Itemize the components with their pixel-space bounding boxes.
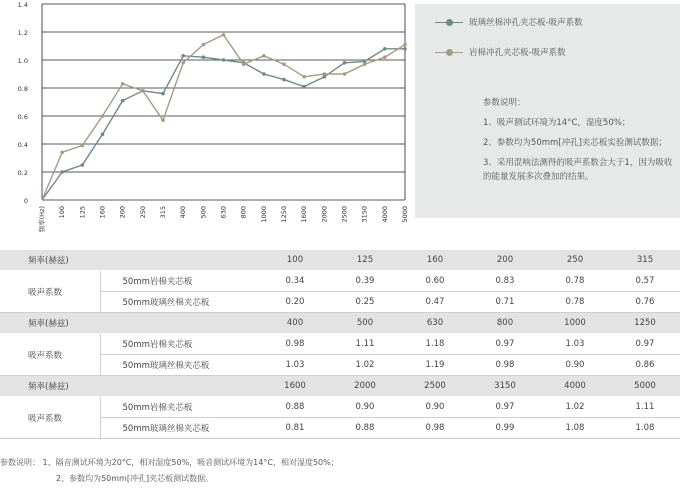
value-cell: 0.97 [610,334,680,355]
data-point-1 [121,82,125,86]
data-point-1 [81,144,85,148]
material-label: 50mm玻璃丝棉夹芯板 [100,355,260,376]
freq-cell: 160 [400,250,470,271]
data-point-1 [101,114,105,118]
value-cell: 1.08 [540,418,610,439]
legend-item-glass [435,16,583,28]
freq-header-label: 频率(赫兹) [0,376,100,397]
x-tick-label: 125 [78,206,87,219]
legend-panel [415,4,680,218]
y-tick-label: 1.0 [17,57,28,65]
value-cell: 0.83 [470,271,540,292]
table-header-row [0,250,680,271]
value-cell: 1.18 [400,334,470,355]
freq-header-label: 频率(赫兹) [0,313,100,334]
value-cell: 0.90 [400,397,470,418]
data-point-0 [60,170,64,174]
freq-cell: 500 [330,313,400,334]
value-cell: 1.02 [330,355,400,376]
absorption-chart [0,0,412,232]
freq-cell: 315 [610,250,680,271]
freq-cell: 3150 [470,376,540,397]
freq-cell: 1000 [540,313,610,334]
value-cell: 0.98 [260,334,330,355]
x-tick-label: 500 [199,206,208,219]
freq-cell: 125 [330,250,400,271]
freq-cell: 2000 [330,376,400,397]
notes-title: 参数说明： [483,98,526,108]
data-point-0 [121,99,125,103]
data-point-1 [363,62,367,66]
data-point-1 [161,118,165,122]
note-1: 1、吸声测试环境为14°C，湿度50%； [483,118,631,128]
x-tick-label: 1600 [300,206,309,223]
value-cell: 0.81 [260,418,330,439]
data-point-1 [323,72,327,76]
y-tick-label: 0.2 [17,169,28,177]
value-cell: 0.78 [540,271,610,292]
table-row [0,334,680,355]
x-tick-label: 2500 [340,206,349,223]
x-axis-label: 频率(Hz) [38,206,46,232]
data-point-1 [282,62,286,66]
data-point-0 [383,47,387,51]
data-point-0 [282,78,286,82]
value-cell: 1.03 [540,334,610,355]
value-cell: 0.39 [330,271,400,292]
value-cell: 0.90 [540,355,610,376]
x-tick-label: 1250 [280,206,288,223]
data-point-1 [202,43,206,47]
table-header-row [0,313,680,334]
y-tick-label: 1.2 [17,29,28,37]
legend-item-rock [435,46,566,58]
freq-cell: 100 [260,250,330,271]
row-label: 吸声系数 [0,334,100,376]
y-tick-label: 0.6 [17,113,28,121]
value-cell: 0.71 [470,292,540,313]
legend-label-glass: 玻璃丝棉冲孔夹芯板-吸声系数 [469,18,583,28]
data-point-0 [202,55,206,59]
data-point-1 [383,55,387,59]
data-point-0 [302,85,306,89]
x-tick-label: 4000 [380,206,389,223]
freq-cell: 250 [540,250,610,271]
parameter-notes [483,96,678,190]
freq-cell: 1250 [610,313,680,334]
data-point-0 [343,61,347,65]
y-tick-label: 1.4 [17,1,28,9]
data-point-0 [222,58,226,62]
value-cell: 0.99 [470,418,540,439]
x-tick-label: 3150 [360,206,369,223]
x-tick-label: 200 [118,206,127,219]
x-tick-label: 800 [239,206,248,219]
value-cell: 0.76 [610,292,680,313]
material-label: 50mm岩棉夹芯板 [100,334,260,355]
value-cell: 0.57 [610,271,680,292]
x-tick-label: 5000 [401,206,409,223]
value-cell: 1.08 [610,418,680,439]
table-row [0,271,680,292]
value-cell: 0.47 [400,292,470,313]
freq-cell: 1600 [260,376,330,397]
footer-line-1: 参数说明： 1、隔音测试环境为20°C，相对湿度50%，吸音测试环境为14°C，相对湿度50%； [0,458,339,467]
data-point-1 [60,151,64,155]
data-point-0 [161,92,165,96]
value-cell: 0.90 [330,397,400,418]
data-point-1 [302,75,306,79]
x-tick-label: 1000 [259,206,268,223]
row-label: 吸声系数 [0,271,100,313]
value-cell: 1.02 [540,397,610,418]
value-cell: 1.11 [330,334,400,355]
material-label: 50mm岩棉夹芯板 [100,271,260,292]
legend-line-glass [435,22,463,23]
freq-cell: 630 [400,313,470,334]
x-tick-label: 400 [179,206,188,219]
value-cell: 0.34 [260,271,330,292]
material-label: 50mm玻璃丝棉夹芯板 [100,418,260,439]
value-cell: 0.98 [400,418,470,439]
freq-cell: 200 [470,250,540,271]
header-spacer [100,250,260,271]
value-cell: 0.97 [470,334,540,355]
value-cell: 0.98 [470,355,540,376]
material-label: 50mm岩棉夹芯板 [100,397,260,418]
material-label: 50mm玻璃丝棉夹芯板 [100,292,260,313]
x-tick-label: 250 [138,206,147,219]
data-point-0 [101,132,105,136]
freq-cell: 800 [470,313,540,334]
data-point-0 [403,47,407,51]
data-point-0 [81,163,85,167]
data-point-1 [141,89,145,93]
footer-notes [0,455,339,487]
x-tick-label: 2000 [320,206,329,223]
freq-cell: 2500 [400,376,470,397]
y-tick-label: 0 [23,197,28,205]
value-cell: 0.20 [260,292,330,313]
value-cell: 0.86 [610,355,680,376]
data-point-0 [181,54,185,58]
table-row [0,355,680,376]
y-tick-label: 0.8 [17,85,28,93]
data-point-1 [343,72,347,76]
freq-cell: 400 [260,313,330,334]
data-point-1 [403,43,407,47]
data-point-1 [242,62,246,66]
freq-header-label: 频率(赫兹) [0,250,100,271]
table-row [0,292,680,313]
value-cell: 1.03 [260,355,330,376]
value-cell: 0.88 [260,397,330,418]
header-spacer [100,313,260,334]
value-cell: 0.78 [540,292,610,313]
x-tick-label: 630 [219,206,228,219]
table-header-row [0,376,680,397]
x-tick-label: 315 [159,206,167,219]
value-cell: 0.97 [470,397,540,418]
note-2: 2、参数均为50mm[冲孔]夹芯板实验测试数据； [483,138,667,148]
row-label: 吸声系数 [0,397,100,439]
header-spacer [100,376,260,397]
note-3: 3、采用混响法测得的吸声系数会大于1，因为吸收的能量发展多次叠加的结果。 [483,158,673,182]
value-cell: 1.11 [610,397,680,418]
value-cell: 0.25 [330,292,400,313]
value-cell: 0.60 [400,271,470,292]
legend-line-rock [435,52,463,53]
table-row [0,397,680,418]
value-cell: 1.19 [400,355,470,376]
data-point-1 [222,33,226,37]
freq-cell: 5000 [610,376,680,397]
absorption-table [0,250,680,439]
legend-label-rock: 岩棉冲孔夹芯板-吸声系数 [469,48,566,58]
data-point-1 [181,61,185,65]
data-point-0 [262,72,266,76]
data-point-1 [262,54,266,58]
x-tick-label: 160 [98,206,107,219]
table-row [0,418,680,439]
y-tick-label: 0.4 [17,141,28,149]
x-tick-label: 100 [58,206,67,219]
freq-cell: 4000 [540,376,610,397]
value-cell: 0.88 [330,418,400,439]
footer-line-2: 2、参数均为50mm[冲孔]夹芯板测试数据。 [56,474,214,483]
